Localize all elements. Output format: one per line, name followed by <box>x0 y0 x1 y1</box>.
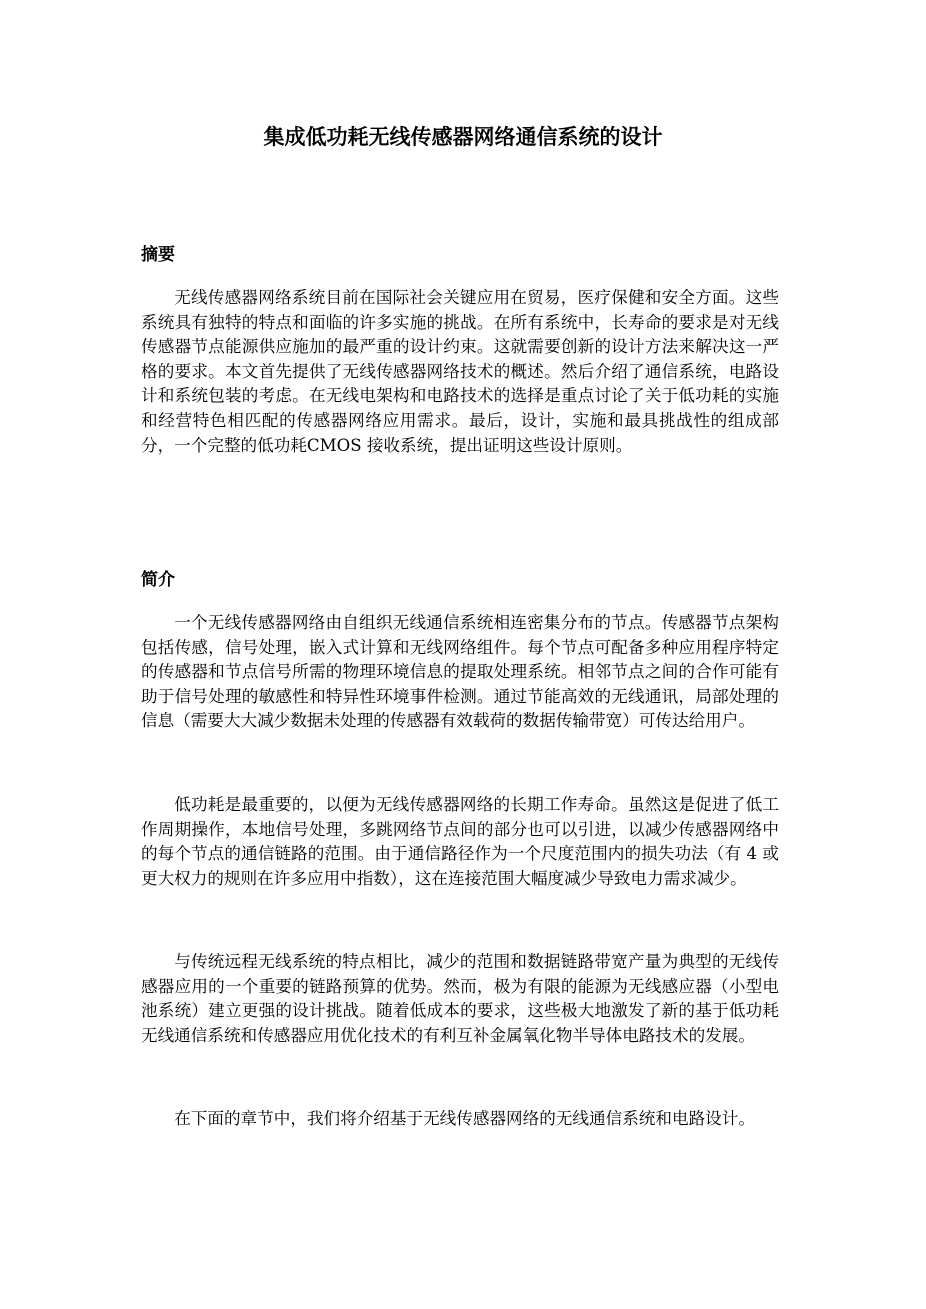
abstract-paragraph: 无线传感器网络系统目前在国际社会关键应用在贸易，医疗保健和安全方面。这些系统具有独特的特点和面临的许多实施的挑战。在所有系统中，长寿命的要求是对无线传感器节点能源供应施加的最严重的设计约束。这就需要创新的设计方法来解决这一严格的要求。本文首先提供了无线传感器网络技术的概述。然后介绍了通信系统，电路设计和系统包装的考虑。在无线电架构和电路技术的选择是重点讨论了关于低功耗的实施和经营特色相匹配的传感器网络应用需求。最后，设计，实施和最具挑战性的组成部分，一个完整的低功耗CMOS 接收系统，提出证明这些设计原则。 <box>141 288 779 455</box>
introduction-paragraph-2: 低功耗是最重要的，以便为无线传感器网络的长期工作寿命。虽然这是促进了低工作周期操作，本地信号处理，多跳网络节点间的部分也可以引进，以减少传感器网络中的每个节点的通信链路的范围。由于通信路径作为一个尺度范围内的损失功法（有 4 或更大权力的规则在许多应用中指数），这在连接范围大幅度减少导致电力需求减少。 <box>141 795 779 888</box>
abstract-heading: 摘要 <box>141 245 175 265</box>
document-title: 集成低功耗无线传感器网络通信系统的设计 <box>263 125 663 149</box>
introduction-paragraph-1: 一个无线传感器网络由自组织无线通信系统相连密集分布的节点。传感器节点架构包括传感，信号处理，嵌入式计算和无线网络组件。每个节点可配备多种应用程序特定的传感器和节点信号所需的物理环境信息的提取处理系统。相邻节点之间的合作可能有助于信号处理的敏感性和特异性环境事件检测。通过节能高效的无线通讯，局部处理的信息（需要大大减少数据未处理的传感器有效载荷的数据传输带宽）可传达给用户。 <box>141 613 779 731</box>
introduction-paragraph-3: 与传统远程无线系统的特点相比，减少的范围和数据链路带宽产量为典型的无线传感器应用的一个重要的链路预算的优势。然而，极为有限的能源为无线感应器（小型电池系统）建立更强的设计挑战。随着低成本的要求，这些极大地激发了新的基于低功耗无线通信系统和传感器应用优化技术的有利互补金属氧化物半导体电路技术的发展。 <box>141 952 779 1045</box>
introduction-heading: 简介 <box>141 570 175 590</box>
introduction-paragraph-4: 在下面的章节中，我们将介绍基于无线传感器网络的无线通信系统和电路设计。 <box>174 1109 755 1128</box>
